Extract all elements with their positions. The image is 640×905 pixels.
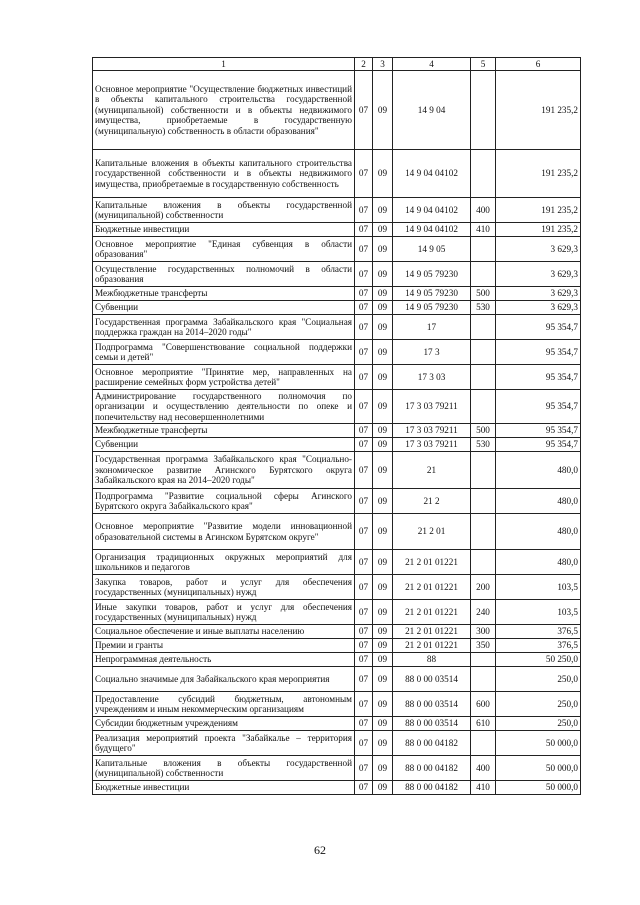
row-subsection: 09 bbox=[373, 575, 393, 600]
row-target-code: 21 2 01 01221 bbox=[393, 600, 471, 625]
row-amount: 191 235,2 bbox=[496, 71, 581, 150]
row-target-code: 14 9 05 79230 bbox=[393, 287, 471, 301]
table-row bbox=[93, 438, 581, 452]
table-row bbox=[93, 198, 581, 223]
row-amount: 50 250,0 bbox=[496, 653, 581, 667]
row-target-code: 88 0 00 03514 bbox=[393, 667, 471, 692]
table-row bbox=[93, 514, 581, 550]
row-expense-type bbox=[471, 237, 496, 262]
row-amount: 191 235,2 bbox=[496, 150, 581, 198]
row-expense-type bbox=[471, 667, 496, 692]
row-target-code: 21 2 bbox=[393, 489, 471, 514]
row-amount: 50 000,0 bbox=[496, 731, 581, 756]
table-row bbox=[93, 625, 581, 639]
row-target-code: 21 2 01 01221 bbox=[393, 550, 471, 575]
row-section: 07 bbox=[355, 262, 373, 287]
row-expense-type: 400 bbox=[471, 198, 496, 223]
row-section: 07 bbox=[355, 365, 373, 390]
row-subsection: 09 bbox=[373, 489, 393, 514]
row-target-code: 14 9 05 79230 bbox=[393, 301, 471, 315]
row-section: 07 bbox=[355, 315, 373, 340]
row-name: Непрограммная деятельность bbox=[93, 653, 355, 667]
table-row bbox=[93, 365, 581, 390]
row-expense-type bbox=[471, 365, 496, 390]
row-subsection: 09 bbox=[373, 514, 393, 550]
row-name: Премии и гранты bbox=[93, 639, 355, 653]
table-row bbox=[93, 717, 581, 731]
row-target-code: 21 bbox=[393, 452, 471, 489]
row-section: 07 bbox=[355, 625, 373, 639]
table-row bbox=[93, 287, 581, 301]
row-section: 07 bbox=[355, 639, 373, 653]
row-subsection: 09 bbox=[373, 438, 393, 452]
row-expense-type: 300 bbox=[471, 625, 496, 639]
row-target-code: 21 2 01 01221 bbox=[393, 575, 471, 600]
row-name: Основное мероприятие "Развитие модели инновационной образовательной системы в Агинском Бурятском округе" bbox=[93, 514, 355, 550]
row-amount: 3 629,3 bbox=[496, 262, 581, 287]
table-row bbox=[93, 315, 581, 340]
row-subsection: 09 bbox=[373, 340, 393, 365]
table-row bbox=[93, 452, 581, 489]
table-row bbox=[93, 301, 581, 315]
table-row bbox=[93, 424, 581, 438]
row-name: Капитальные вложения в объекты государственной (муниципальной) собственности bbox=[93, 198, 355, 223]
row-target-code: 88 bbox=[393, 653, 471, 667]
row-section: 07 bbox=[355, 438, 373, 452]
row-amount: 376,5 bbox=[496, 639, 581, 653]
row-section: 07 bbox=[355, 237, 373, 262]
row-name: Субвенции bbox=[93, 301, 355, 315]
row-name: Подпрограмма "Развитие социальной сферы Агинского Бурятского округа Забайкальского края" bbox=[93, 489, 355, 514]
row-amount: 191 235,2 bbox=[496, 223, 581, 237]
row-target-code: 14 9 05 79230 bbox=[393, 262, 471, 287]
row-name: Организация традиционных окружных мероприятий для школьников и педагогов bbox=[93, 550, 355, 575]
table-row bbox=[93, 71, 581, 150]
row-expense-type: 350 bbox=[471, 639, 496, 653]
row-target-code: 21 2 01 01221 bbox=[393, 625, 471, 639]
row-name: Предоставление субсидий бюджетным, автономным учреждениям и иным некоммерческим организациям bbox=[93, 692, 355, 717]
row-target-code: 17 3 bbox=[393, 340, 471, 365]
row-amount: 95 354,7 bbox=[496, 390, 581, 424]
row-expense-type bbox=[471, 452, 496, 489]
row-subsection: 09 bbox=[373, 150, 393, 198]
row-name: Субсидии бюджетным учреждениям bbox=[93, 717, 355, 731]
row-section: 07 bbox=[355, 390, 373, 424]
row-name: Бюджетные инвестиции bbox=[93, 781, 355, 795]
table-row bbox=[93, 653, 581, 667]
row-section: 07 bbox=[355, 223, 373, 237]
table-header-row bbox=[93, 58, 581, 71]
row-subsection: 09 bbox=[373, 625, 393, 639]
row-expense-type: 530 bbox=[471, 301, 496, 315]
row-amount: 3 629,3 bbox=[496, 301, 581, 315]
row-target-code: 14 9 05 bbox=[393, 237, 471, 262]
table-row bbox=[93, 575, 581, 600]
row-target-code: 17 3 03 79211 bbox=[393, 438, 471, 452]
row-expense-type: 500 bbox=[471, 287, 496, 301]
row-expense-type bbox=[471, 550, 496, 575]
table-row bbox=[93, 756, 581, 781]
row-section: 07 bbox=[355, 424, 373, 438]
row-section: 07 bbox=[355, 717, 373, 731]
row-subsection: 09 bbox=[373, 639, 393, 653]
row-target-code: 14 9 04 04102 bbox=[393, 223, 471, 237]
row-target-code: 21 2 01 bbox=[393, 514, 471, 550]
row-expense-type bbox=[471, 340, 496, 365]
row-target-code: 88 0 00 04182 bbox=[393, 781, 471, 795]
row-section: 07 bbox=[355, 514, 373, 550]
row-section: 07 bbox=[355, 600, 373, 625]
row-expense-type bbox=[471, 150, 496, 198]
table-row bbox=[93, 667, 581, 692]
row-amount: 95 354,7 bbox=[496, 315, 581, 340]
row-subsection: 09 bbox=[373, 600, 393, 625]
row-name: Основное мероприятие "Единая субвенция в области образования" bbox=[93, 237, 355, 262]
row-amount: 376,5 bbox=[496, 625, 581, 639]
row-name: Межбюджетные трансферты bbox=[93, 287, 355, 301]
row-name: Администрирование государственного полномочия по организации и осуществлению деятельности по опеке и попечительству над несовершеннолетними bbox=[93, 390, 355, 424]
row-name: Иные закупки товаров, работ и услуг для обеспечения государственных (муниципальных) нужд bbox=[93, 600, 355, 625]
row-expense-type: 200 bbox=[471, 575, 496, 600]
row-section: 07 bbox=[355, 731, 373, 756]
row-section: 07 bbox=[355, 667, 373, 692]
row-name: Основное мероприятие "Принятие мер, направленных на расширение семейных форм устройства детей" bbox=[93, 365, 355, 390]
table-row bbox=[93, 489, 581, 514]
table-row bbox=[93, 692, 581, 717]
row-target-code: 88 0 00 03514 bbox=[393, 692, 471, 717]
row-section: 07 bbox=[355, 550, 373, 575]
row-name: Государственная программа Забайкальского края "Социально-экономическое развитие Агинского Бурятского округа Забайкальского края на 2014–2020 годы" bbox=[93, 452, 355, 489]
row-target-code: 88 0 00 03514 bbox=[393, 717, 471, 731]
row-name: Капитальные вложения в объекты государственной (муниципальной) собственности bbox=[93, 756, 355, 781]
row-subsection: 09 bbox=[373, 223, 393, 237]
row-expense-type bbox=[471, 390, 496, 424]
row-amount: 480,0 bbox=[496, 550, 581, 575]
header-cell-5: 5 bbox=[471, 58, 496, 71]
row-target-code: 88 0 00 04182 bbox=[393, 756, 471, 781]
row-amount: 50 000,0 bbox=[496, 781, 581, 795]
row-subsection: 09 bbox=[373, 237, 393, 262]
row-section: 07 bbox=[355, 287, 373, 301]
row-name: Капитальные вложения в объекты капитального строительства государственной собственности и в объекты недвижимого имущества, приобретаемые в государственную собственность bbox=[93, 150, 355, 198]
row-target-code: 14 9 04 04102 bbox=[393, 150, 471, 198]
row-target-code: 14 9 04 04102 bbox=[393, 198, 471, 223]
row-amount: 95 354,7 bbox=[496, 424, 581, 438]
row-subsection: 09 bbox=[373, 198, 393, 223]
row-section: 07 bbox=[355, 198, 373, 223]
row-amount: 480,0 bbox=[496, 452, 581, 489]
header-cell-3: 3 bbox=[373, 58, 393, 71]
table-row bbox=[93, 237, 581, 262]
row-subsection: 09 bbox=[373, 390, 393, 424]
row-subsection: 09 bbox=[373, 315, 393, 340]
row-target-code: 21 2 01 01221 bbox=[393, 639, 471, 653]
page-number: 62 bbox=[314, 843, 326, 857]
row-name: Социальное обеспечение и иные выплаты населению bbox=[93, 625, 355, 639]
row-subsection: 09 bbox=[373, 550, 393, 575]
table-row bbox=[93, 731, 581, 756]
row-subsection: 09 bbox=[373, 301, 393, 315]
row-expense-type bbox=[471, 262, 496, 287]
table-row bbox=[93, 600, 581, 625]
row-target-code: 17 3 03 bbox=[393, 365, 471, 390]
row-amount: 191 235,2 bbox=[496, 198, 581, 223]
row-section: 07 bbox=[355, 756, 373, 781]
table-row bbox=[93, 639, 581, 653]
row-subsection: 09 bbox=[373, 262, 393, 287]
row-expense-type bbox=[471, 653, 496, 667]
row-expense-type: 610 bbox=[471, 717, 496, 731]
row-expense-type bbox=[471, 315, 496, 340]
row-subsection: 09 bbox=[373, 424, 393, 438]
table-row bbox=[93, 550, 581, 575]
row-target-code: 17 3 03 79211 bbox=[393, 390, 471, 424]
table-row bbox=[93, 223, 581, 237]
row-expense-type: 400 bbox=[471, 756, 496, 781]
row-amount: 250,0 bbox=[496, 667, 581, 692]
row-amount: 95 354,7 bbox=[496, 365, 581, 390]
row-section: 07 bbox=[355, 452, 373, 489]
table-body bbox=[93, 71, 581, 795]
row-section: 07 bbox=[355, 340, 373, 365]
row-subsection: 09 bbox=[373, 756, 393, 781]
header-cell-4: 4 bbox=[393, 58, 471, 71]
row-amount: 480,0 bbox=[496, 514, 581, 550]
row-expense-type: 500 bbox=[471, 424, 496, 438]
row-section: 07 bbox=[355, 575, 373, 600]
table-row bbox=[93, 781, 581, 795]
row-subsection: 09 bbox=[373, 365, 393, 390]
row-expense-type: 410 bbox=[471, 781, 496, 795]
row-amount: 95 354,7 bbox=[496, 438, 581, 452]
row-section: 07 bbox=[355, 781, 373, 795]
row-name: Основное мероприятие "Осуществление бюджетных инвестиций в объекты капитального строительства государственной (муниципальной) собственности и в объекты недвижимого имущества, приобретаемые в государственную (муниципальную) собственность в области образования" bbox=[93, 71, 355, 150]
row-name: Осуществление государственных полномочий в области образования bbox=[93, 262, 355, 287]
header-cell-6: 6 bbox=[496, 58, 581, 71]
row-expense-type bbox=[471, 731, 496, 756]
row-target-code: 14 9 04 bbox=[393, 71, 471, 150]
row-expense-type bbox=[471, 71, 496, 150]
row-section: 07 bbox=[355, 653, 373, 667]
table-row bbox=[93, 340, 581, 365]
row-amount: 95 354,7 bbox=[496, 340, 581, 365]
row-name: Межбюджетные трансферты bbox=[93, 424, 355, 438]
row-amount: 103,5 bbox=[496, 600, 581, 625]
header-cell-1: 1 bbox=[93, 58, 355, 71]
header-cell-2: 2 bbox=[355, 58, 373, 71]
row-subsection: 09 bbox=[373, 731, 393, 756]
row-subsection: 09 bbox=[373, 692, 393, 717]
row-amount: 50 000,0 bbox=[496, 756, 581, 781]
row-name: Социально значимые для Забайкальского края мероприятия bbox=[93, 667, 355, 692]
table-row bbox=[93, 262, 581, 287]
row-amount: 480,0 bbox=[496, 489, 581, 514]
row-subsection: 09 bbox=[373, 71, 393, 150]
row-subsection: 09 bbox=[373, 667, 393, 692]
row-expense-type: 530 bbox=[471, 438, 496, 452]
row-section: 07 bbox=[355, 489, 373, 514]
row-name: Реализация мероприятий проекта "Забайкалье – территория будущего" bbox=[93, 731, 355, 756]
row-subsection: 09 bbox=[373, 781, 393, 795]
row-expense-type: 240 bbox=[471, 600, 496, 625]
row-name: Субвенции bbox=[93, 438, 355, 452]
table-row bbox=[93, 390, 581, 424]
row-subsection: 09 bbox=[373, 452, 393, 489]
row-target-code: 88 0 00 04182 bbox=[393, 731, 471, 756]
row-amount: 103,5 bbox=[496, 575, 581, 600]
row-target-code: 17 bbox=[393, 315, 471, 340]
row-expense-type bbox=[471, 489, 496, 514]
row-subsection: 09 bbox=[373, 717, 393, 731]
row-amount: 250,0 bbox=[496, 717, 581, 731]
document-page bbox=[92, 57, 580, 795]
row-section: 07 bbox=[355, 71, 373, 150]
row-section: 07 bbox=[355, 692, 373, 717]
row-section: 07 bbox=[355, 150, 373, 198]
row-name: Подпрограмма "Совершенствование социальной поддержки семьи и детей" bbox=[93, 340, 355, 365]
row-subsection: 09 bbox=[373, 653, 393, 667]
row-expense-type bbox=[471, 514, 496, 550]
row-section: 07 bbox=[355, 301, 373, 315]
row-amount: 250,0 bbox=[496, 692, 581, 717]
row-name: Закупка товаров, работ и услуг для обеспечения государственных (муниципальных) нужд bbox=[93, 575, 355, 600]
row-name: Бюджетные инвестиции bbox=[93, 223, 355, 237]
row-target-code: 17 3 03 79211 bbox=[393, 424, 471, 438]
row-amount: 3 629,3 bbox=[496, 287, 581, 301]
row-subsection: 09 bbox=[373, 287, 393, 301]
row-name: Государственная программа Забайкальского края "Социальная поддержка граждан на 2014–2020 годы" bbox=[93, 315, 355, 340]
table-row bbox=[93, 150, 581, 198]
budget-table bbox=[92, 57, 581, 795]
row-expense-type: 410 bbox=[471, 223, 496, 237]
row-expense-type: 600 bbox=[471, 692, 496, 717]
row-amount: 3 629,3 bbox=[496, 237, 581, 262]
